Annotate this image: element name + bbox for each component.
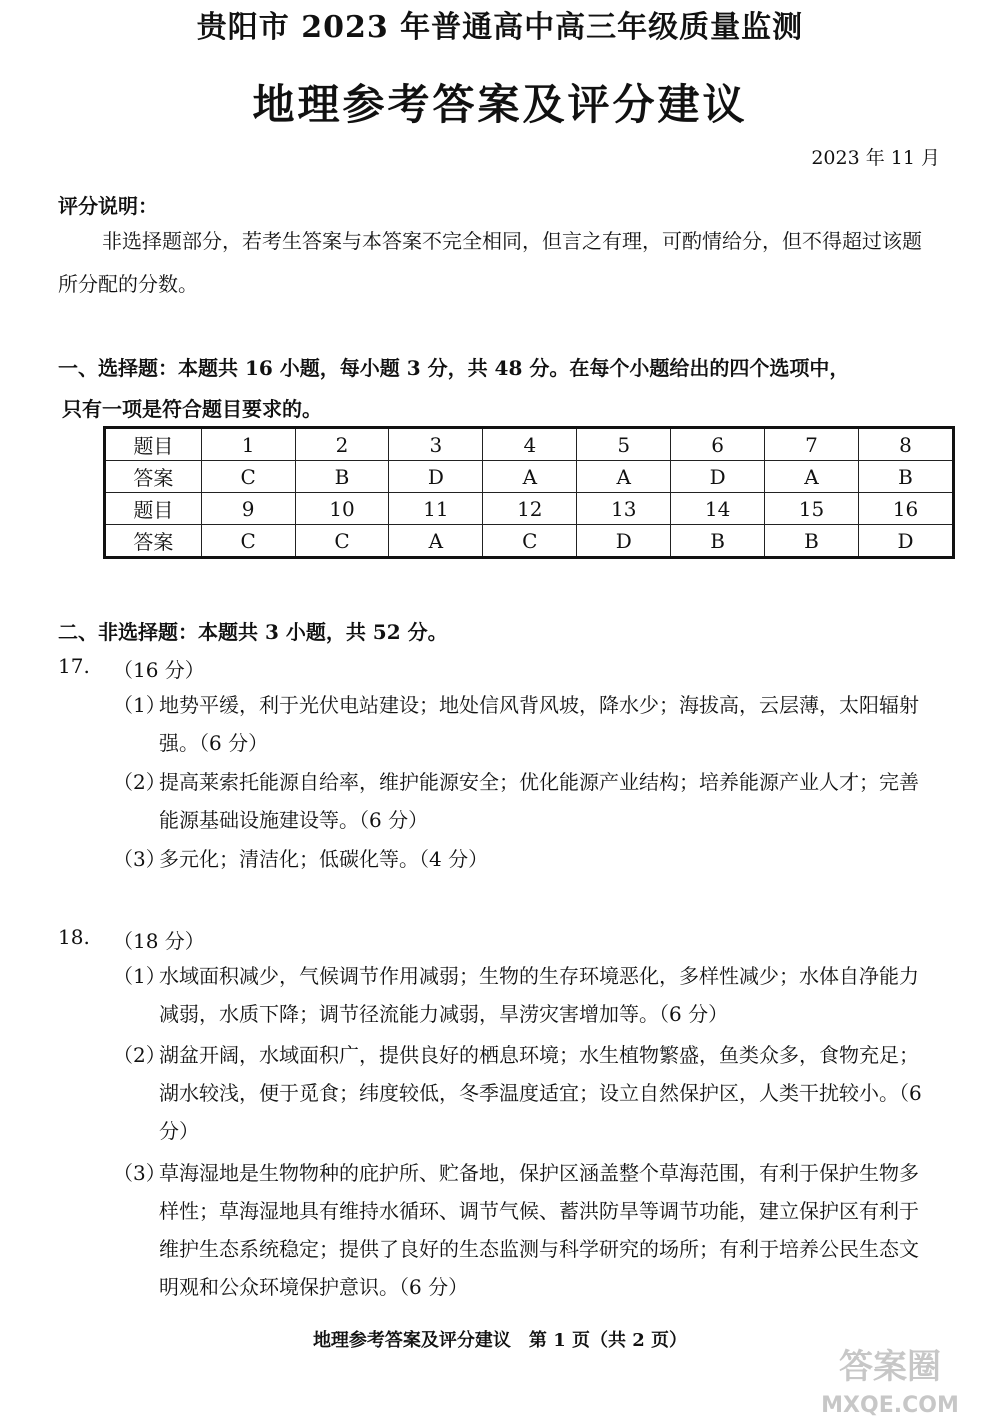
watermark-logo xyxy=(772,1340,972,1420)
answer-table-cell: C xyxy=(201,525,295,558)
scoring-note-text: 非选择题部分，若考生答案与本答案不完全相同，但言之有理，可酌情给分，但不得超过该题所分配的分数。 xyxy=(58,229,922,296)
answer-table-cell: 11 xyxy=(389,493,483,525)
answer-table-cell: 8 xyxy=(858,428,953,461)
item-number: （1） xyxy=(113,693,166,717)
item-number: （1） xyxy=(113,964,166,988)
answer-table-cell: 3 xyxy=(389,428,483,461)
document-subtitle: 地理参考答案及评分建议 xyxy=(252,80,748,129)
q18-item-2 xyxy=(113,1036,928,1150)
answer-table-cell: 4 xyxy=(483,428,577,461)
answer-table-row-header: 答案 xyxy=(105,461,202,493)
answer-table xyxy=(103,426,955,559)
item-text: 水域面积减少，气候调节作用减弱；生物的生存环境恶化，多样性减少；水体自净能力减弱，水质下降；调节径流能力减弱，旱涝灾害增加等。（6 分） xyxy=(159,964,919,1026)
q17-item-1 xyxy=(113,686,928,762)
answer-table-cell: 10 xyxy=(295,493,389,525)
item-number: （2） xyxy=(113,1043,166,1067)
item-number: （2） xyxy=(113,770,166,794)
answer-table-cell: 5 xyxy=(577,428,671,461)
q18-item-3 xyxy=(113,1154,928,1306)
answer-table-cell: B xyxy=(671,525,765,558)
item-text: 地势平缓，利于光伏电站建设；地处信风背风坡，降水少；海拔高，云层薄，太阳辐射强。（6 分） xyxy=(159,693,919,755)
document-date: 2023 年 11 月 xyxy=(811,147,940,169)
q18-item-1 xyxy=(113,957,928,1033)
answer-table-cell: D xyxy=(389,461,483,493)
answer-table-cell: A xyxy=(577,461,671,493)
item-number: （3） xyxy=(113,847,166,871)
answer-table-cell: 7 xyxy=(765,428,859,461)
answer-table-cell: 2 xyxy=(295,428,389,461)
item-text: 湖盆开阔，水域面积广，提供良好的栖息环境；水生植物繁盛，鱼类众多，食物充足；湖水较浅，便于觅食；纬度较低，冬季温度适宜；设立自然保护区，人类干扰较小。（6 分） xyxy=(159,1043,922,1143)
item-number: （3） xyxy=(113,1161,166,1185)
answer-table-cell: A xyxy=(483,461,577,493)
answer-table-row xyxy=(105,461,954,493)
section2-heading: 二、非选择题：本题共 3 小题，共 52 分。 xyxy=(58,620,448,644)
q17-label: 17. xyxy=(58,654,90,678)
q17-item-3 xyxy=(113,840,928,878)
answer-table-row-header: 答案 xyxy=(105,525,202,558)
answer-table-cell: C xyxy=(483,525,577,558)
section1-heading-line1: 一、选择题：本题共 16 小题，每小题 3 分，共 48 分。在每个小题给出的四个选项中， xyxy=(58,356,850,380)
answer-table-cell: A xyxy=(765,461,859,493)
answer-table-cell: 6 xyxy=(671,428,765,461)
watermark-bottom-text: MXQE.COM xyxy=(821,1393,959,1418)
answer-table-cell: B xyxy=(858,461,953,493)
answer-table-cell: C xyxy=(201,461,295,493)
answer-table-cell: 16 xyxy=(858,493,953,525)
answer-table-row xyxy=(105,493,954,525)
watermark-top-text: 答案圈 xyxy=(839,1347,941,1387)
answer-table-row xyxy=(105,525,954,558)
answer-table-cell: D xyxy=(577,525,671,558)
answer-table-cell: B xyxy=(295,461,389,493)
answer-table-cell: D xyxy=(671,461,765,493)
answer-table-cell: 13 xyxy=(577,493,671,525)
item-text: 多元化；清洁化；低碳化等。（4 分） xyxy=(159,847,489,871)
answer-table-cell: A xyxy=(389,525,483,558)
q17-score: （16 分） xyxy=(113,658,205,682)
answer-table-cell: 1 xyxy=(201,428,295,461)
answer-table-cell: 15 xyxy=(765,493,859,525)
scoring-note-heading: 评分说明： xyxy=(58,194,158,218)
q18-score: （18 分） xyxy=(113,929,205,953)
item-text: 提高莱索托能源自给率，维护能源安全；优化能源产业结构；培养能源产业人才；完善能源基础设施建设等。（6 分） xyxy=(159,770,919,832)
answer-table-cell: 9 xyxy=(201,493,295,525)
section1-heading-line2: 只有一项是符合题目要求的。 xyxy=(62,397,322,421)
q18-label: 18. xyxy=(58,925,90,949)
answer-table-cell: C xyxy=(295,525,389,558)
answer-table-cell: D xyxy=(858,525,953,558)
answer-table-row xyxy=(105,428,954,461)
answer-table-cell: B xyxy=(765,525,859,558)
answer-table-cell: 12 xyxy=(483,493,577,525)
exam-title: 贵阳市 2023 年普通高中高三年级质量监测 xyxy=(196,10,804,45)
answer-table-row-header: 题目 xyxy=(105,493,202,525)
q17-item-2 xyxy=(113,763,928,839)
item-text: 草海湿地是生物物种的庇护所、贮备地，保护区涵盖整个草海范围，有利于保护生物多样性；草海湿地具有维持水循环、调节气候、蓄洪防旱等调节功能，建立保护区有利于维护生态系统稳定；提供了良好的生态监测与科学研究的场所；有利于培养公民生态文明观和公众环境保护意识。（6 分） xyxy=(159,1161,919,1299)
answer-table-row-header: 题目 xyxy=(105,428,202,461)
answer-table-cell: 14 xyxy=(671,493,765,525)
page-footer: 地理参考答案及评分建议 第 1 页（共 2 页） xyxy=(312,1330,688,1351)
